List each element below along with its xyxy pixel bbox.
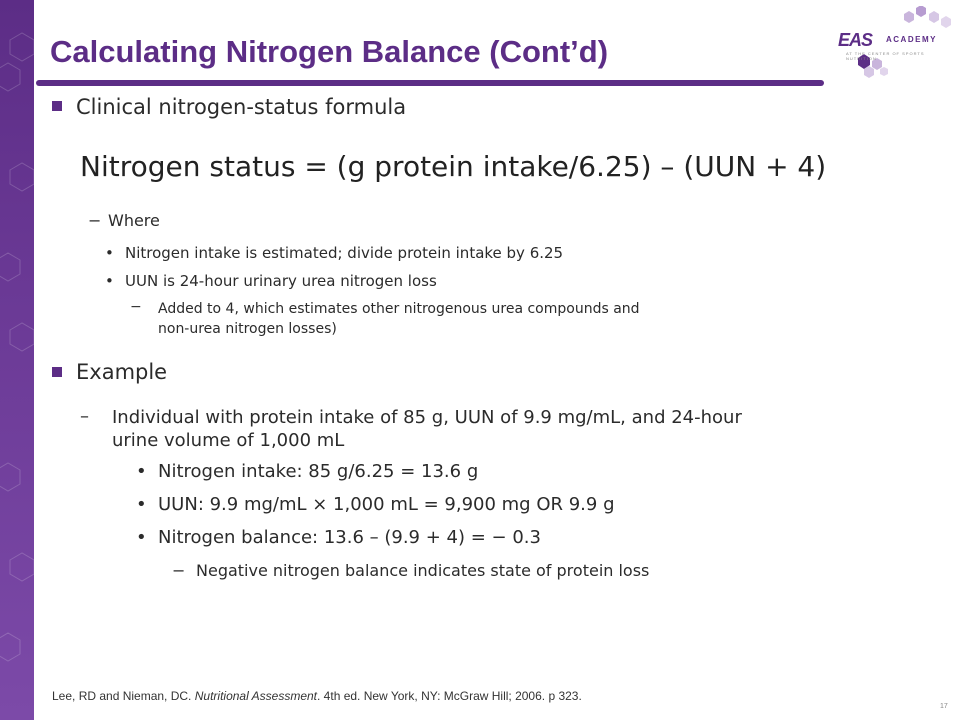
- citation-authors: Lee, RD and Nieman, DC.: [52, 689, 195, 703]
- dot-bullet-icon: •: [136, 527, 147, 548]
- dash-bullet-icon: −: [130, 299, 142, 315]
- dash-bullet-icon: –: [80, 406, 89, 427]
- point-text: Nitrogen intake is estimated; divide protein intake by 6.25: [125, 244, 564, 262]
- square-bullet-icon: [52, 367, 62, 377]
- dot-bullet-icon: •: [105, 244, 114, 262]
- bullet-text: Clinical nitrogen-status formula: [76, 95, 407, 119]
- note-text: Added to 4, which estimates other nitrogenous urea compounds and non-urea nitrogen losses): [158, 301, 640, 337]
- page-number: 17: [940, 703, 948, 710]
- dot-bullet-icon: •: [136, 461, 147, 482]
- dot-bullet-icon: •: [136, 494, 147, 515]
- page-title: Calculating Nitrogen Balance (Cont’d): [50, 34, 609, 69]
- where-label: Where: [108, 211, 160, 230]
- scenario-text: Individual with protein intake of 85 g, UUN of 9.9 mg/mL, and 24-hour urine volume of 1,000 mL: [112, 407, 742, 451]
- logo-brand: EAS: [838, 30, 873, 50]
- citation-book-title: Nutritional Assessment: [194, 689, 318, 703]
- dash-bullet-icon: −: [88, 211, 102, 230]
- decorative-sidebar: [0, 0, 34, 720]
- logo-word: ACADEMY: [886, 35, 937, 44]
- conclusion-text: Negative nitrogen balance indicates state of protein loss: [196, 561, 650, 580]
- point-text: UUN is 24-hour urinary urea nitrogen loss: [125, 272, 437, 290]
- hexagon-pattern-icon: [0, 0, 34, 720]
- citation: [52, 689, 582, 703]
- citation-details: . 4th ed. New York, NY: McGraw Hill; 2006. p 323.: [317, 689, 582, 703]
- bullet-text: Example: [76, 360, 168, 384]
- logo-tagline: AT THE CENTER OF SPORTS NUTRITION: [846, 51, 925, 61]
- nitrogen-status-formula: Nitrogen status = (g protein intake/6.25) – (UUN + 4): [80, 150, 827, 183]
- eas-academy-logo: [828, 6, 956, 82]
- step-text: Nitrogen balance: 13.6 – (9.9 + 4) = − 0.3: [158, 527, 541, 548]
- step-text: Nitrogen intake: 85 g/6.25 = 13.6 g: [158, 461, 479, 482]
- dash-bullet-icon: −: [172, 561, 186, 580]
- dot-bullet-icon: •: [105, 272, 114, 290]
- step-text: UUN: 9.9 mg/mL × 1,000 mL = 9,900 mg OR 9.9 g: [158, 494, 615, 515]
- square-bullet-icon: [52, 101, 62, 111]
- title-underline: [36, 80, 824, 86]
